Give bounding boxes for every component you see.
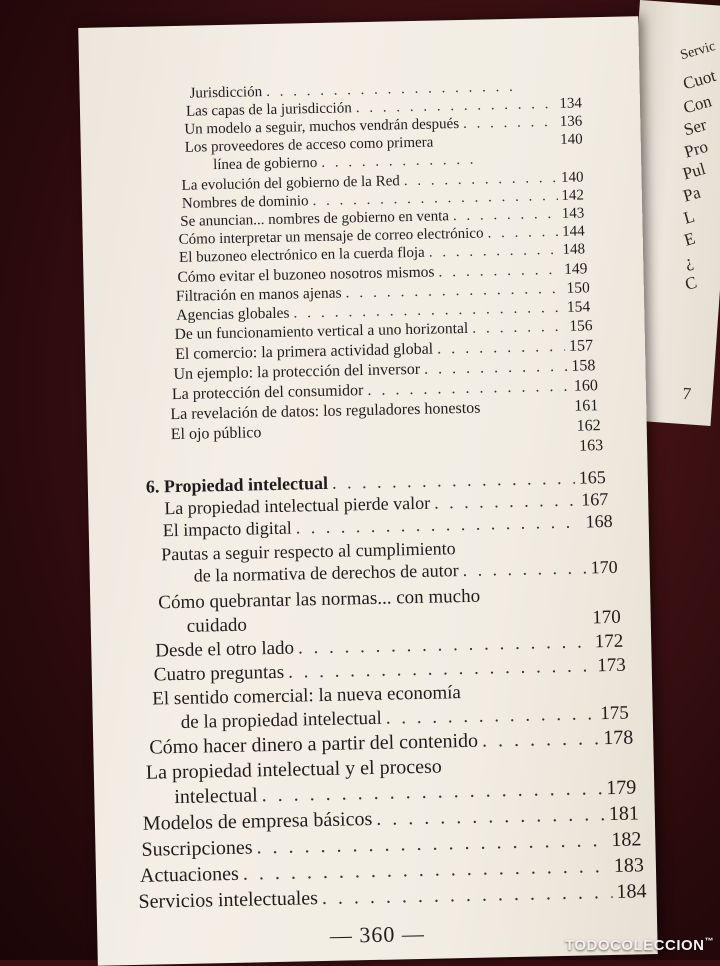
facing-page-text: Ser xyxy=(681,114,709,140)
toc-entry-title: La protección del consumidor xyxy=(171,382,364,404)
toc-entry-page: 173 xyxy=(596,654,626,677)
watermark-logo xyxy=(565,936,714,954)
toc-entry-page: 167 xyxy=(581,488,609,510)
facing-page-text: Cuot xyxy=(680,65,718,94)
facing-page-text: C xyxy=(682,272,700,294)
toc-entry-title: El comercio: la primera actividad global xyxy=(174,340,434,364)
facing-page-text: E xyxy=(681,228,698,250)
leader-dots xyxy=(256,829,607,859)
leader-dots xyxy=(404,170,558,190)
facing-page-text: ¿ xyxy=(682,251,695,272)
toc-entry-title: Cómo interpretar un mensaje de correo electrónico xyxy=(178,225,484,248)
toc-entry-title: Agencias globales xyxy=(176,304,290,324)
toc-entry-title: El sentido comercial: la nueva economía xyxy=(152,682,462,710)
toc-entry-title: cuidado xyxy=(186,614,248,637)
toc-entry-page: 179 xyxy=(606,776,637,800)
facing-page-text: Servic xyxy=(678,38,718,64)
toc-entry-title: El impacto digital xyxy=(162,517,292,541)
toc-entry-page: 136 xyxy=(559,113,583,130)
leader-dots xyxy=(482,727,600,752)
toc-entry-title: línea de gobierno xyxy=(212,154,318,174)
leader-dots xyxy=(424,358,568,379)
facing-page-text: Pul xyxy=(680,158,708,184)
toc-entry-page: 142 xyxy=(561,187,585,204)
toc-entry-page: 140 xyxy=(560,131,583,148)
toc-entry-title: de la propiedad intelectual xyxy=(180,707,382,733)
toc-entry-page: 148 xyxy=(562,241,586,258)
facing-page-text: Pro xyxy=(682,136,711,162)
page-number: — 360 — xyxy=(329,920,426,948)
toc-entry-title: Desde el otro lado xyxy=(155,637,295,662)
toc-entry-title: La revelación de datos: los reguladores honestos xyxy=(170,399,481,424)
toc-entry-page: 161 xyxy=(574,397,599,415)
facing-page-text: L xyxy=(681,206,697,228)
toc-entry-title: La evolución del gobierno de la Red xyxy=(181,173,400,194)
toc-entry-title: Cómo hacer dinero a partir del contenido xyxy=(149,729,479,759)
facing-page-text: Con xyxy=(681,91,714,118)
toc-entry-page: 162 xyxy=(576,417,601,435)
leader-dots xyxy=(437,338,565,359)
toc-entry-title: Un modelo a seguir, muchos vendrán después xyxy=(184,116,460,138)
toc-entry-title: Un ejemplo: la protección del inversor xyxy=(173,360,421,384)
leader-dots xyxy=(438,261,560,282)
toc-entry-title: Nombres de dominio xyxy=(181,193,309,212)
chapter-page: 165 xyxy=(578,467,606,488)
toc-entry-page: 163 xyxy=(578,437,604,455)
toc-entry-title: El buzoneo electrónico en la cuerda floja xyxy=(178,244,425,266)
book-page xyxy=(78,16,658,966)
toc-entry-page: 144 xyxy=(561,223,585,240)
watermark-text: TODOCOLECCION xyxy=(564,937,705,954)
toc-entry-title: Pautas a seguir respecto al cumplimiento xyxy=(161,538,456,565)
leader-dots xyxy=(298,631,591,659)
leader-dots xyxy=(261,777,602,807)
table-of-contents xyxy=(78,16,658,966)
trademark-symbol: ™ xyxy=(704,936,714,946)
toc-entry-page: 150 xyxy=(566,279,590,297)
toc-entry-title: Filtración en manos ajenas xyxy=(175,284,342,305)
toc-entry-title: Los proveedores de acceso como primera xyxy=(184,134,434,156)
leader-dots xyxy=(288,655,594,683)
toc-entry-page: 181 xyxy=(608,802,640,826)
toc-entry-page: 160 xyxy=(573,377,599,395)
toc-entry-title: De un funcionamiento vertical a uno horizontal xyxy=(174,319,469,344)
facing-page-text: Pa xyxy=(681,182,703,206)
leader-dots xyxy=(472,318,566,338)
chapter-title: 6. Propiedad intelectual xyxy=(145,472,329,497)
toc-entry-page: 134 xyxy=(559,95,583,112)
toc-entry-title: intelectual xyxy=(174,784,258,809)
toc-entry-title: Las capas de la jurisdicción xyxy=(185,100,352,120)
toc-entry-title: Cuatro preguntas xyxy=(153,661,285,686)
leader-dots xyxy=(434,490,578,514)
toc-entry-title: Cómo evitar el buzoneo nosotros mismos xyxy=(177,263,435,286)
toc-entry-title: La propiedad intelectual pierde valor xyxy=(164,492,431,519)
toc-entry-title: Se anuncian... nombres de gobierno en venta xyxy=(180,208,450,230)
facing-page-text: 7 xyxy=(681,383,692,404)
leader-dots xyxy=(367,378,570,400)
toc-entry-title: de la normativa de derechos de autor xyxy=(193,560,459,586)
toc-entry-page: 170 xyxy=(590,556,618,578)
toc-entry-title: La propiedad intelectual y el proceso xyxy=(145,755,443,784)
toc-entry-page: 158 xyxy=(571,357,596,375)
toc-entry-title: El ojo público xyxy=(170,424,262,444)
leader-dots xyxy=(243,855,611,886)
toc-entry-page: 175 xyxy=(599,702,629,725)
leader-dots xyxy=(453,206,558,225)
toc-entry-page: 140 xyxy=(560,169,584,186)
toc-entry-page: 170 xyxy=(591,606,621,629)
toc-entry-page: 157 xyxy=(568,337,594,355)
toc-entry-title: Suscripciones xyxy=(141,836,253,861)
leader-dots xyxy=(376,803,605,831)
toc-entry-title: Jurisdicción xyxy=(189,84,263,102)
toc-entry-title: Modelos de empresa básicos xyxy=(142,807,373,835)
leader-dots xyxy=(487,224,558,242)
toc-entry-page: 182 xyxy=(611,828,642,851)
leader-dots xyxy=(321,152,479,172)
toc-entry-title: Servicios intelectuales xyxy=(138,887,319,913)
leader-dots xyxy=(386,703,597,729)
toc-entry-page: 183 xyxy=(613,854,645,877)
toc-entry-page: 172 xyxy=(594,630,624,653)
leader-dots xyxy=(429,242,559,262)
toc-entry-page: 149 xyxy=(563,260,588,278)
toc-entry-page: 154 xyxy=(566,298,591,316)
toc-entry-page: 156 xyxy=(569,317,593,335)
leader-dots xyxy=(463,114,556,133)
leader-dots xyxy=(322,881,613,910)
toc-entry-page: 168 xyxy=(585,510,613,532)
toc-entry-page: 184 xyxy=(616,880,647,903)
toc-entry-title: Cómo quebrantar las normas... con mucho xyxy=(158,585,481,614)
toc-entry-page: 178 xyxy=(602,726,634,750)
toc-entry-title: Actuaciones xyxy=(139,862,240,887)
toc-entry-page: 143 xyxy=(561,205,585,222)
leader-dots xyxy=(462,557,587,581)
